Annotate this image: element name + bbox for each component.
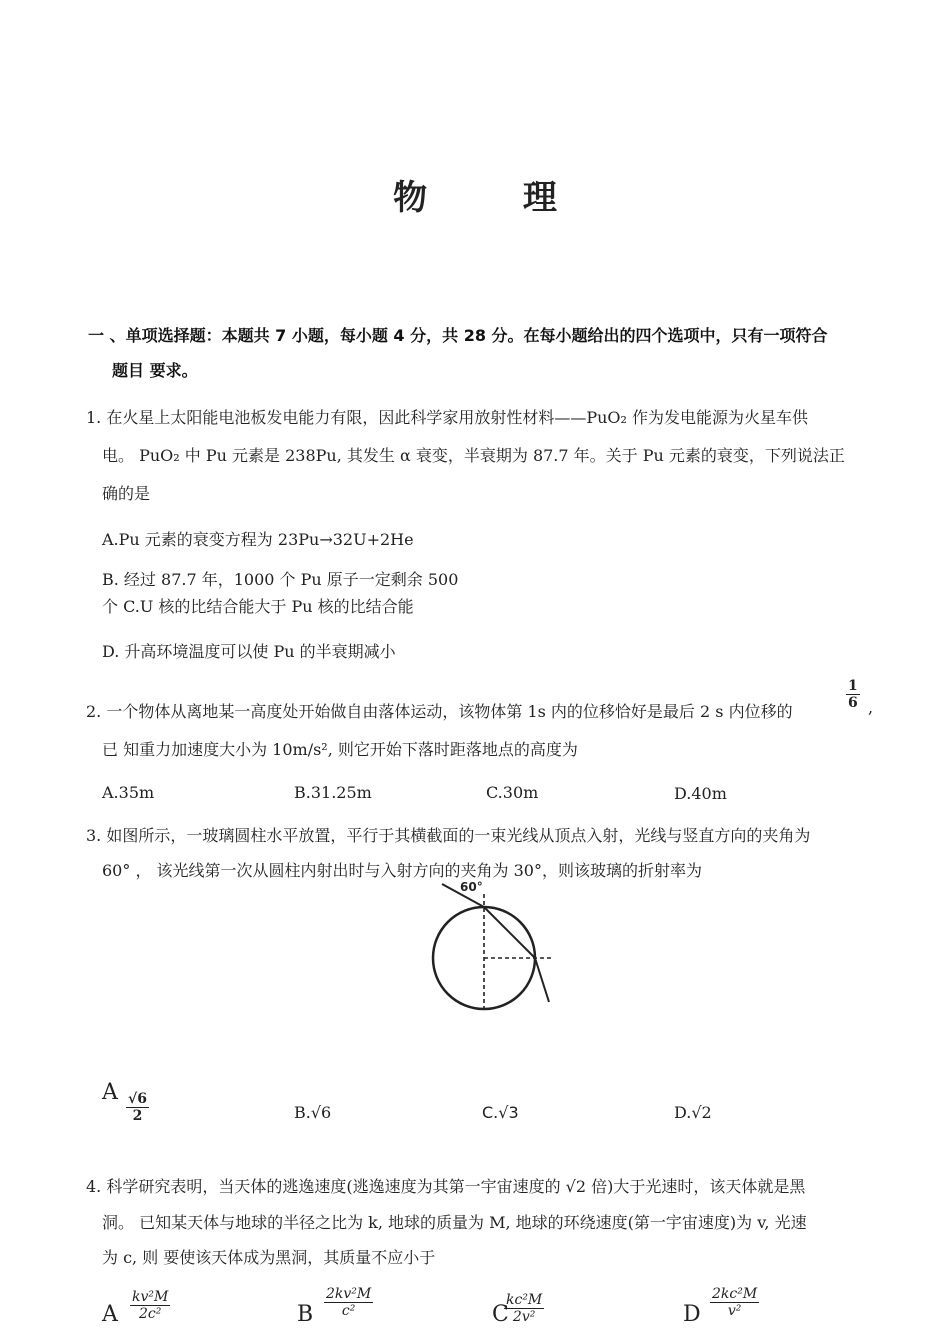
glass-cylinder-diagram <box>420 874 570 1019</box>
q4-option-a-num: kv²M <box>132 1289 169 1305</box>
q2-stem-line2: 已 知重力加速度大小为 10m/s², 则它开始下落时距落地点的高度为 <box>102 740 578 759</box>
q4-stem-line1: 4. 科学研究表明，当天体的逃逸速度(逃逸速度为其第一宇宙速度的 √2 倍)大于光速时，该天体就是黑 <box>86 1177 806 1196</box>
q2-option-b: B.31.25m <box>294 783 372 802</box>
page-title: 物 理 <box>393 178 599 218</box>
section-heading: 一 、单项选择题：本题共 7 小题，每小题 4 分，共 28 分。在每小题给出的四个选项中，只有一项符合 <box>88 326 828 345</box>
q4-stem-line2: 洞。 已知某天体与地球的半径之比为 k, 地球的质量为 M, 地球的环绕速度(第一宇宙速度)为 v, 光速 <box>102 1213 807 1232</box>
q4-option-d-letter: D <box>683 1302 701 1327</box>
q4-option-a-fraction <box>130 1289 170 1322</box>
q1-stem-line2: 电。 PuO₂ 中 Pu 元素是 238Pu, 其发生 α 衰变，半衰期为 87.7 年。关于 Pu 元素的衰变，下列说法正 <box>102 446 845 465</box>
q3-option-a-letter: A <box>102 1080 118 1105</box>
q4-option-c-num: kc²M <box>506 1292 543 1308</box>
q4-option-d-num: 2kc²M <box>712 1286 758 1302</box>
q4-option-a-den: 2c² <box>138 1306 162 1322</box>
q3-option-d: D.√2 <box>674 1103 712 1122</box>
q4-option-c-den: 2v² <box>512 1309 536 1325</box>
q2-option-d: D.40m <box>674 784 727 803</box>
q1-option-a: A.Pu 元素的衰变方程为 23Pu→32U+2He <box>102 530 414 549</box>
exit-ray <box>535 958 549 1002</box>
q3-stem-line2: 60° ， 该光线第一次从圆柱内射出时与入射方向的夹角为 30°，则该玻璃的折射率为 <box>102 861 702 880</box>
q4-option-d-fraction <box>710 1286 759 1319</box>
q4-option-a-letter: A <box>102 1302 118 1327</box>
q3-option-c: C.√3 <box>482 1103 519 1122</box>
q4-stem-line3: 为 c, 则 要使该天体成为黑洞，其质量不应小于 <box>102 1248 436 1267</box>
q2-fraction <box>846 678 860 711</box>
q1-stem-line3: 确的是 <box>102 484 151 503</box>
q1-option-d: D. 升高环境温度可以使 Pu 的半衰期减小 <box>102 642 396 661</box>
q4-option-b-fraction <box>324 1286 373 1319</box>
q4-option-b-den: c² <box>341 1303 356 1319</box>
q3-option-b: B.√6 <box>294 1103 332 1122</box>
q2-stem-line1: 2. 一个物体从离地某一高度处开始做自由落体运动，该物体第 1s 内的位移恰好是最后 2 s 内位移的 <box>86 702 793 721</box>
q4-option-d-den: v² <box>727 1303 742 1319</box>
q2-option-a: A.35m <box>102 783 155 802</box>
q4-option-b-letter: B <box>297 1302 314 1327</box>
q4-option-c-letter: C <box>492 1302 509 1327</box>
q3-option-a-fraction <box>126 1091 149 1124</box>
angle-label: 60° <box>460 880 483 894</box>
q2-option-c: C.30m <box>486 783 539 802</box>
q1-stem-line1: 1. 在火星上太阳能电池板发电能力有限，因此科学家用放射性材料——PuO₂ 作为发电能源为火星车供 <box>86 408 809 427</box>
q4-option-b-num: 2kv²M <box>326 1286 372 1302</box>
section-heading-cont: 题目 要求。 <box>112 361 198 380</box>
q2-fraction-den: 6 <box>848 695 858 711</box>
q3-stem-line1: 3. 如图所示，一玻璃圆柱水平放置，平行于其横截面的一束光线从顶点入射，光线与竖直方向的夹角为 <box>86 826 811 845</box>
q1-option-c: 个 C.U 核的比结合能大于 Pu 核的比结合能 <box>102 597 414 616</box>
q2-stem-tail: , <box>868 698 874 717</box>
q3-option-a-den: 2 <box>132 1108 143 1124</box>
q3-option-a-num: √6 <box>128 1091 147 1107</box>
q2-fraction-num: 1 <box>848 678 858 694</box>
q1-option-b: B. 经过 87.7 年，1000 个 Pu 原子一定剩余 500 <box>102 570 459 589</box>
q4-option-c-fraction <box>504 1292 544 1325</box>
